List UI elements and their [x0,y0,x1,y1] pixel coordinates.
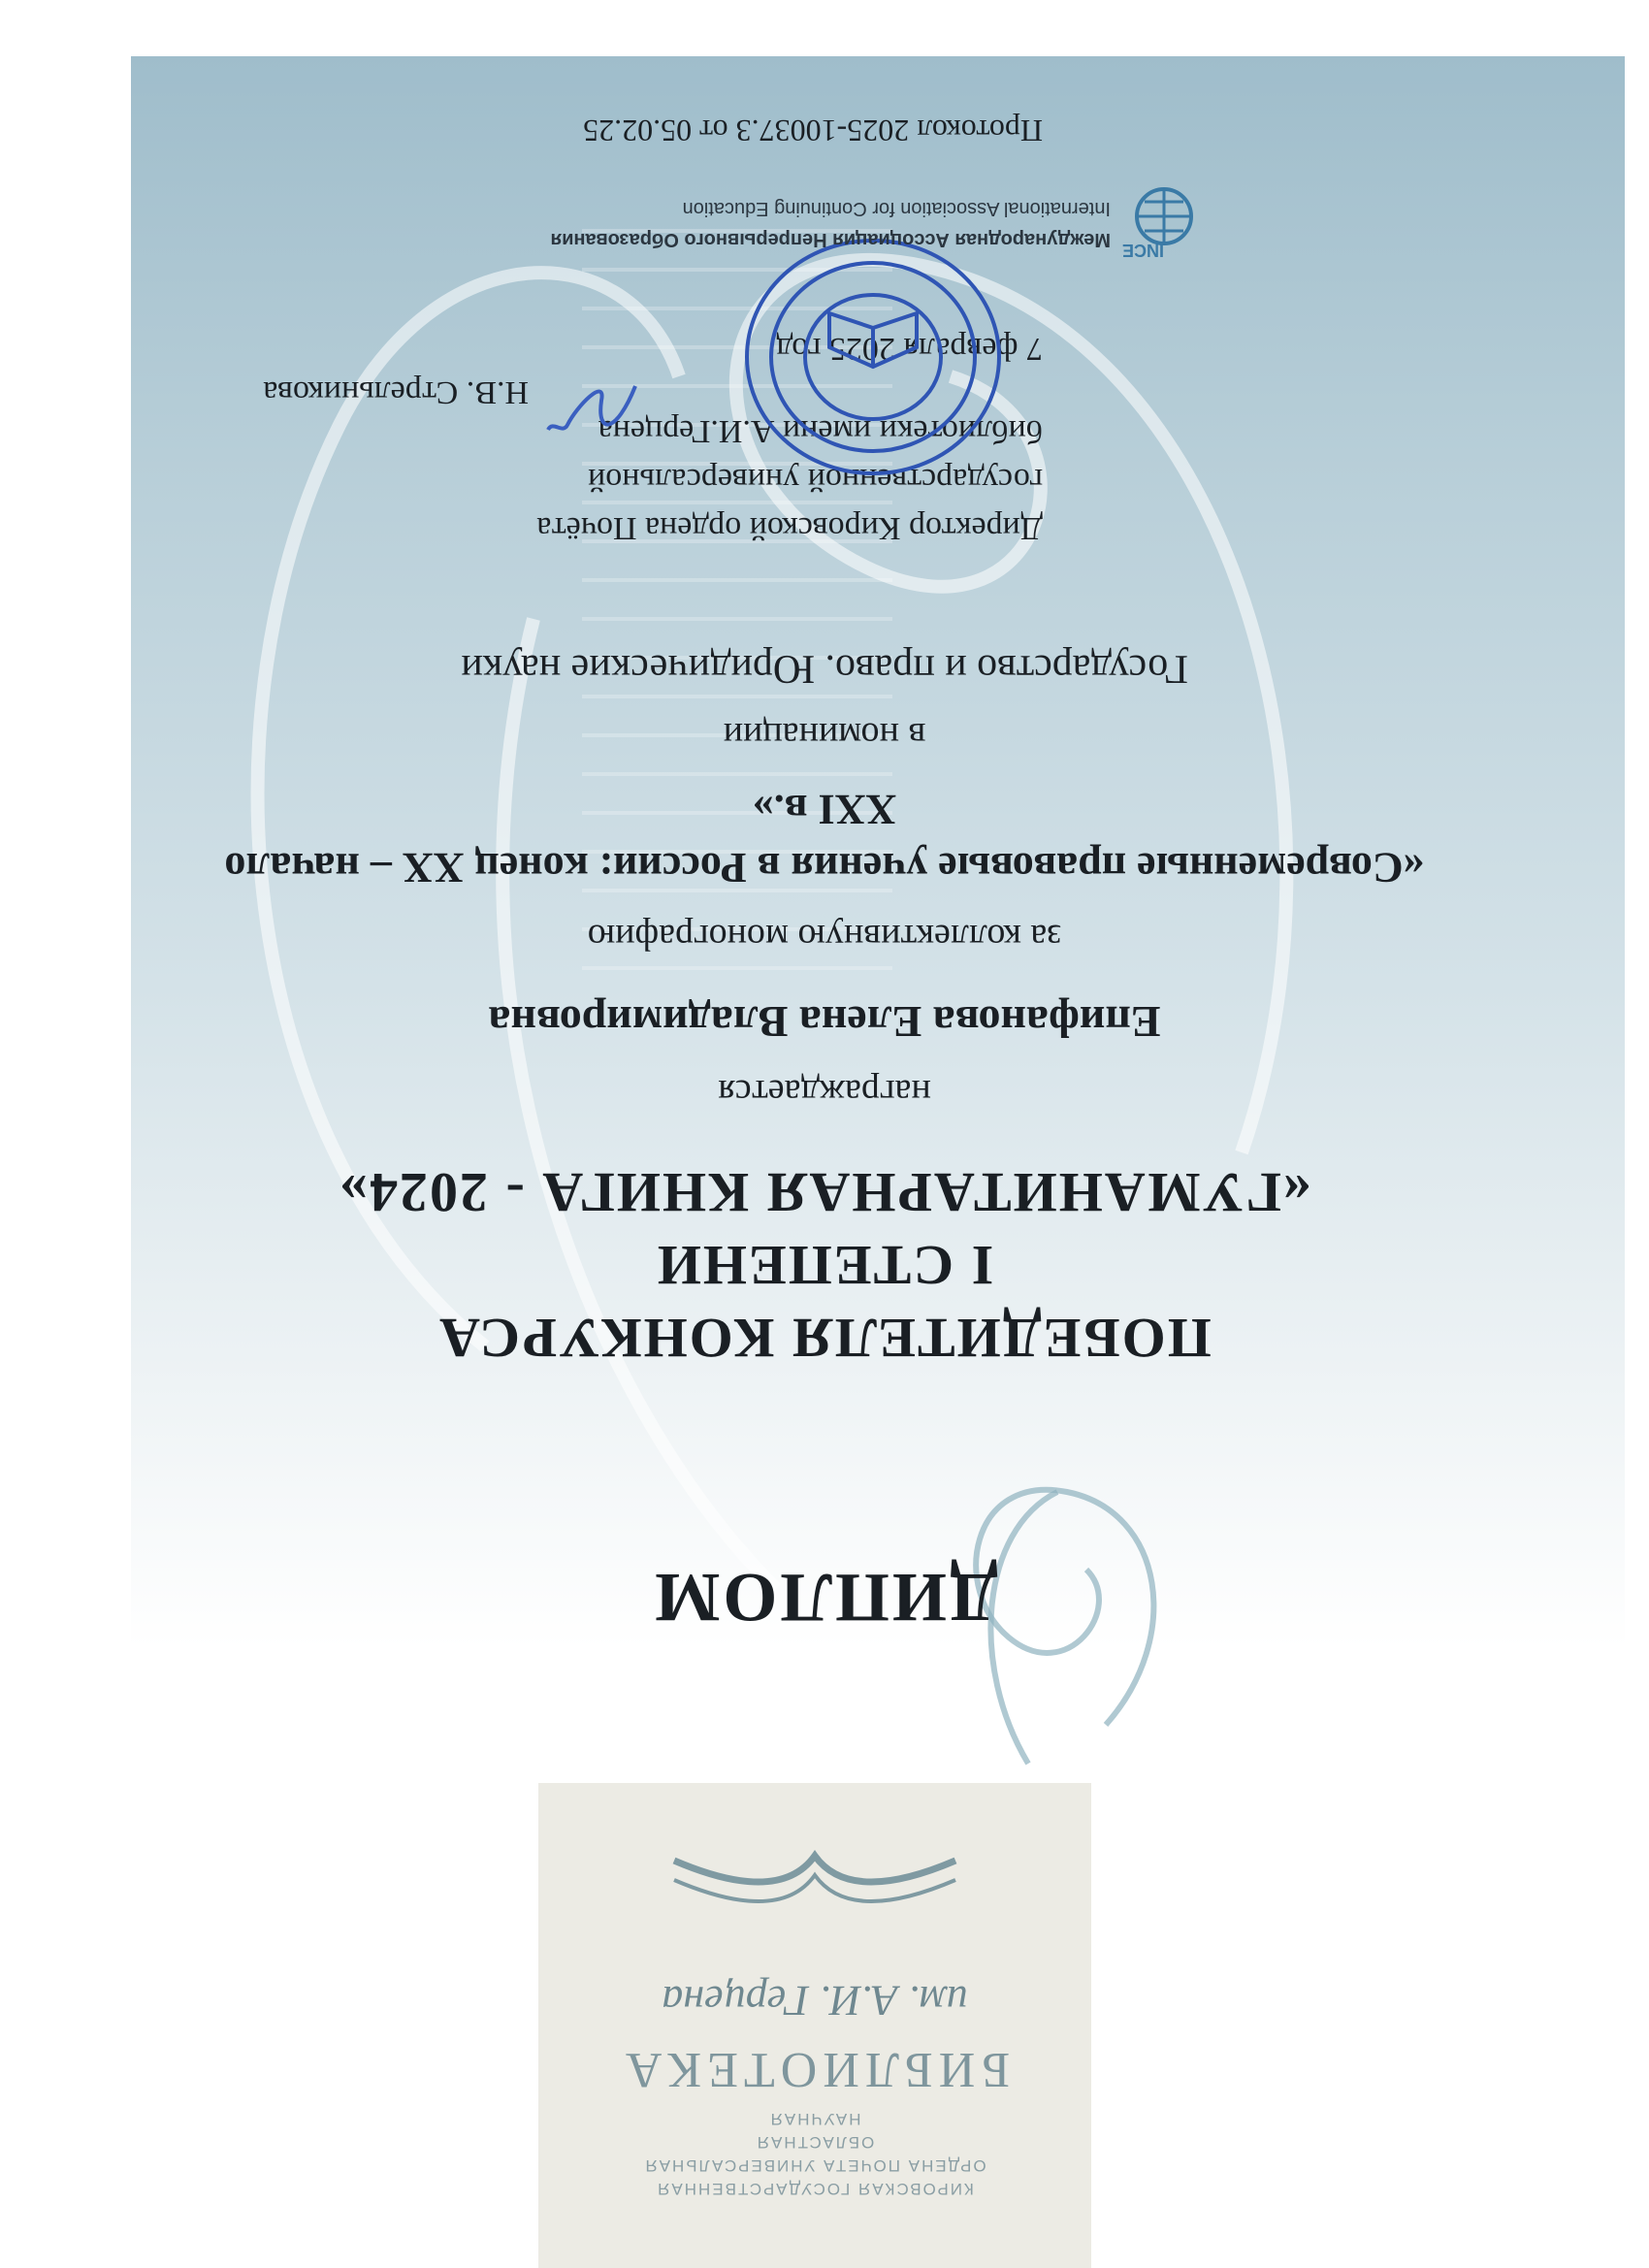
nomination-label: в номинации [723,715,926,756]
issue-date: 7 февраля 2025 год [775,331,1043,367]
degree-heading: I СТЕПЕНИ [655,1234,994,1297]
logo-line: ОРДЕНА ПОЧЕТА УНИВЕРСАЛЬНАЯ [643,2156,986,2175]
ince-logo [466,173,1203,260]
signer-name: Н.В. Стрельникова [263,374,529,410]
library-logo [538,1783,1091,2268]
official-stamp [737,231,1009,483]
ince-label: INCE [1121,241,1164,260]
logo-title: БИБЛИОТЕКА [619,2042,1011,2097]
recipient-name: Епифанова Елена Владимировна [488,997,1161,1047]
contest-name: «ГУМАНИТАРНАЯ КНИГА - 2024» [338,1161,1311,1224]
logo-name: им. А.И. Герцена [662,1977,968,2025]
document-title: ДИПЛОМ [651,1559,998,1636]
winner-heading: ПОБЕДИТЕЛЯ КОНКУРСА [437,1307,1212,1370]
director-title: библиотеки имени А.И.Герцена [598,413,1043,449]
director-title: Директор Кировской ордена Почёта [536,510,1043,546]
open-book-icon [664,1841,965,1948]
director-title: государственной универсальной [588,462,1043,498]
work-title-continued: XXI в.» [752,786,897,833]
protocol-number: Протокол 2025-10037.3 от 05.02.25 [583,113,1043,148]
awarded-text: награждается [718,1072,931,1113]
work-title: «Современные правовые учения в России: конец XX – начало [224,844,1425,891]
logo-line: КИРОВСКАЯ ГОСУДАРСТВЕННАЯ [656,2180,974,2198]
ince-name-en: International Association for Continuing Education [682,198,1111,219]
logo-line: НАУЧНАЯ [768,2110,861,2128]
nomination-name: Государство и право. Юридические науки [461,646,1188,691]
signature [538,367,645,444]
ince-name-ru: Международная Ассоциация Непрерывного Образования [550,229,1111,250]
logo-line: ОБЛАСТНАЯ [755,2133,875,2152]
for-work-text: за коллективную монографию [587,917,1062,957]
